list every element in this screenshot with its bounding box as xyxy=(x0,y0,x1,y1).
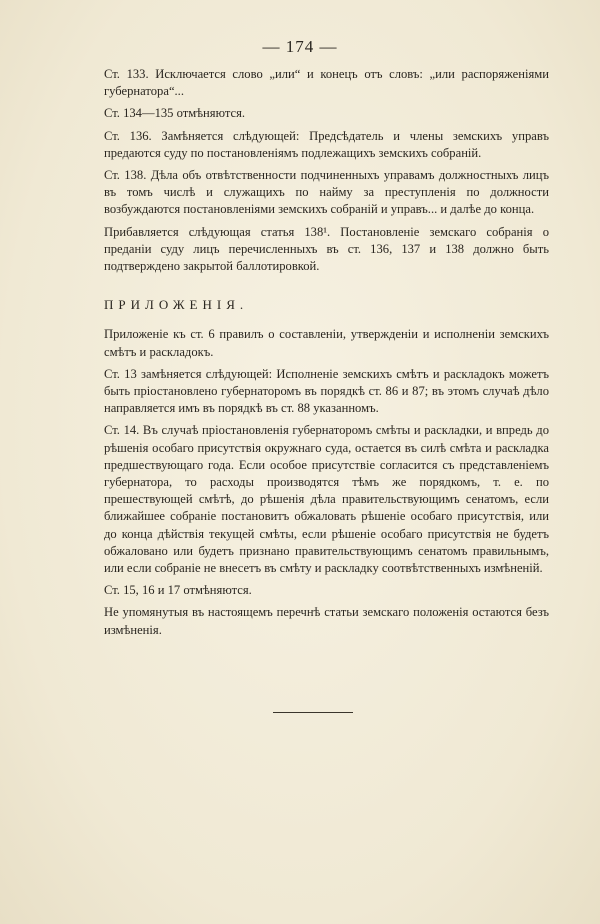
paragraph-appendix-intro: Приложеніе къ ст. 6 правилъ о составленіи, утвержденіи и исполненіи земскихъ смѣтъ и раскладокъ. xyxy=(104,327,549,359)
end-rule xyxy=(273,712,353,713)
page-number: — 174 — xyxy=(262,37,338,56)
paragraph-art-13: Ст. 13 замѣняется слѣдующей: Исполненіе земскихъ смѣтъ и раскладокъ можетъ быть пріостановлено губернаторомъ въ порядкѣ ст. 86 и 87; въ этомъ случаѣ дѣло направляется имъ въ порядкѣ въ ст. 88 указанномъ. xyxy=(104,366,549,416)
paragraph-art-14: Ст. 14. Въ случаѣ пріостановленія губернаторомъ смѣты и раскладки, и впредь до рѣшенія особаго присутствія окружнаго суда, остается въ силѣ смѣта и раскладка предшествующаго года. Если особое присутствіе согласится съ представленіемъ губернатора, то расходы производятся тѣмъ же порядкомъ, т. е. по прешествующей смѣтѣ, до рѣшенія дѣла правительствующимъ сенатомъ, если ближайшее собраніе постановитъ обжаловать рѣшеніе особаго присутствія, или до конца дѣйствія текущей смѣты, если рѣшеніе особаго присутствія не будетъ обжаловано или будетъ признано правительствующимъ сенатомъ правильнымъ, или если собраніе не внесетъ въ смѣту и раскладку соотвѣтственныхъ измѣненій. xyxy=(104,423,549,576)
paragraph-art-138-1: Прибавляется слѣдующая статья 138¹. Постановленіе земскаго собранія о преданіи суду лицъ перечисленныхъ въ ст. 136, 137 и 138 должно быть подтверждено закрытой баллотировкой. xyxy=(104,224,549,274)
paragraph-art-138: Ст. 138. Дѣла объ отвѣтственности подчиненныхъ управамъ должностныхъ лицъ въ томъ числѣ и служащихъ по найму за преступленія по должности возбуждаются постановленіями земскихъ собраній и управъ... и далѣе до конца. xyxy=(104,168,549,217)
paragraph-art-134-135: Ст. 134—135 отмѣняются. xyxy=(104,106,246,121)
paragraph-art-15-17: Ст. 15, 16 и 17 отмѣняются. xyxy=(104,583,252,598)
paragraph-closing: Не упомянутыя въ настоящемъ перечнѣ статьи земскаго положенія остаются безъ измѣненія. xyxy=(104,605,549,637)
section-title: ПРИЛОЖЕНІЯ. xyxy=(104,297,249,313)
paragraph-art-136: Ст. 136. Замѣняется слѣдующей: Предсѣдатель и члены земскихъ управъ предаются суду по постановленіямъ подлежащихъ земскихъ собраній. xyxy=(104,128,549,160)
page-body xyxy=(104,66,549,644)
paragraph-art-133: Ст. 133. Исключается слово „или“ и конецъ отъ словъ: „или распоряженіями губернатора“... xyxy=(104,67,549,99)
